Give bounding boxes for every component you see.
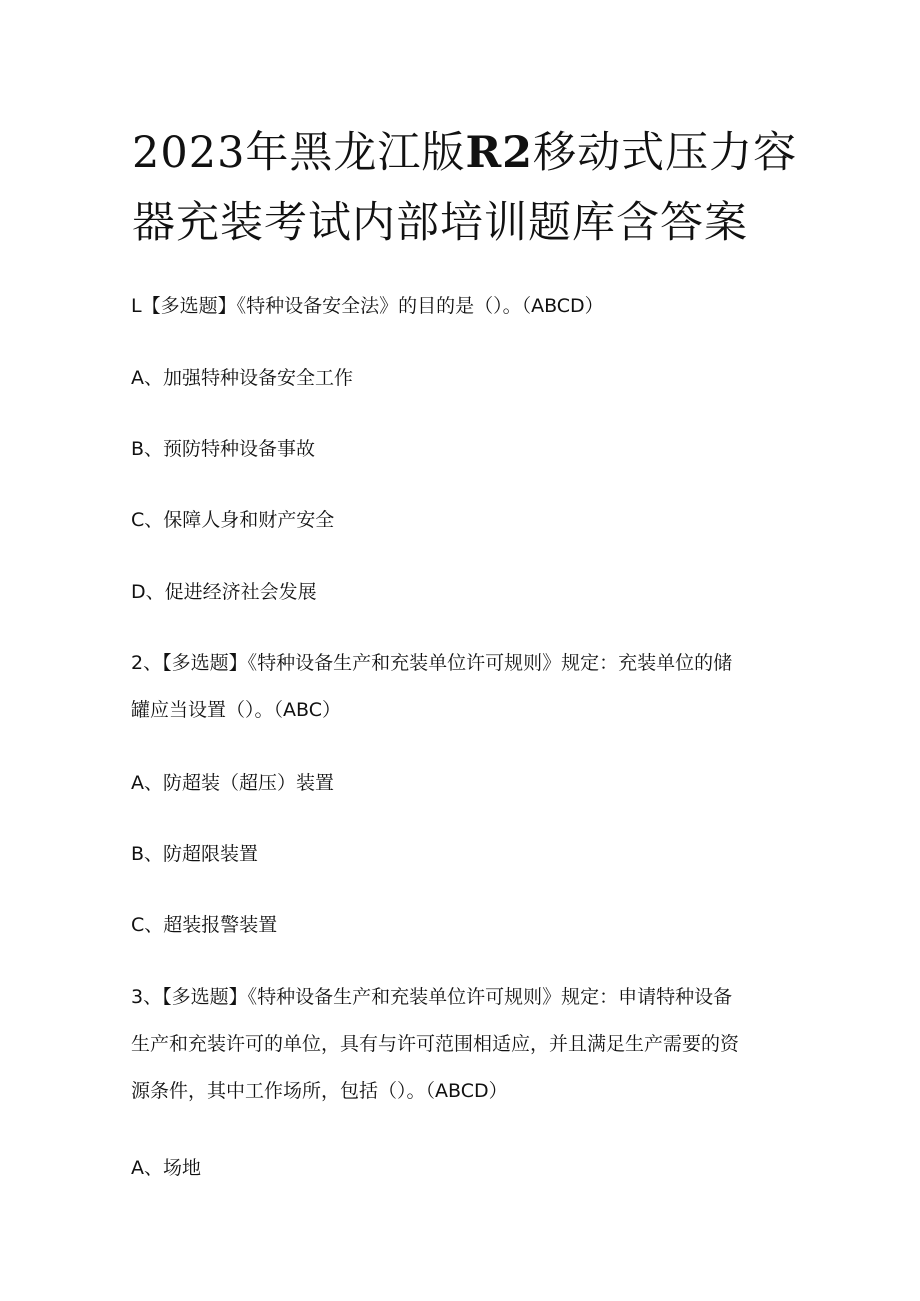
question-2-stem-line-1: 2、【多选题】《特种设备生产和充装单位许可规则》规定：充装单位的储 xyxy=(131,652,733,674)
title-line-1-code: R2 xyxy=(465,128,534,178)
question-2-option-a: A、防超装（超压）装置 xyxy=(131,772,334,794)
question-2-stem xyxy=(131,640,732,734)
question-2-option-b: B、防超限装置 xyxy=(131,843,259,865)
question-1-option-b: B、预防特种设备事故 xyxy=(131,438,316,460)
document-title xyxy=(132,118,812,258)
question-3-stem-line-2: 生产和充装许可的单位，具有与许可范围相适应，并且满足生产需要的资 xyxy=(131,1033,740,1055)
question-3-stem xyxy=(131,974,739,1115)
question-1-option-d: D、促进经济社会发展 xyxy=(131,581,317,603)
question-1-option-a: A、加强特种设备安全工作 xyxy=(131,367,353,389)
question-2-option-c: C、超装报警装置 xyxy=(131,914,278,936)
question-1-stem xyxy=(131,283,604,330)
title-line-2: 器充装考试内部培训题库含答案 xyxy=(132,198,748,248)
question-1-option-c: C、保障人身和财产安全 xyxy=(131,509,335,531)
question-1-stem-line-1: L【多选题】《特种设备安全法》的目的是（）。（ABCD） xyxy=(131,295,604,317)
title-line-1-prefix: 2023年黑龙江版 xyxy=(132,128,466,178)
title-line-1-suffix: 移动式压力容 xyxy=(533,128,798,178)
title-line-1 xyxy=(132,118,812,188)
question-3-stem-line-3: 源条件，其中工作场所，包括（）。（ABCD） xyxy=(131,1080,508,1102)
question-2-stem-line-2: 罐应当设置（）。（ABC） xyxy=(131,699,341,721)
question-3-stem-line-1: 3、【多选题】《特种设备生产和充装单位许可规则》规定：申请特种设备 xyxy=(131,986,733,1008)
question-3-option-a: A、场地 xyxy=(131,1157,201,1179)
